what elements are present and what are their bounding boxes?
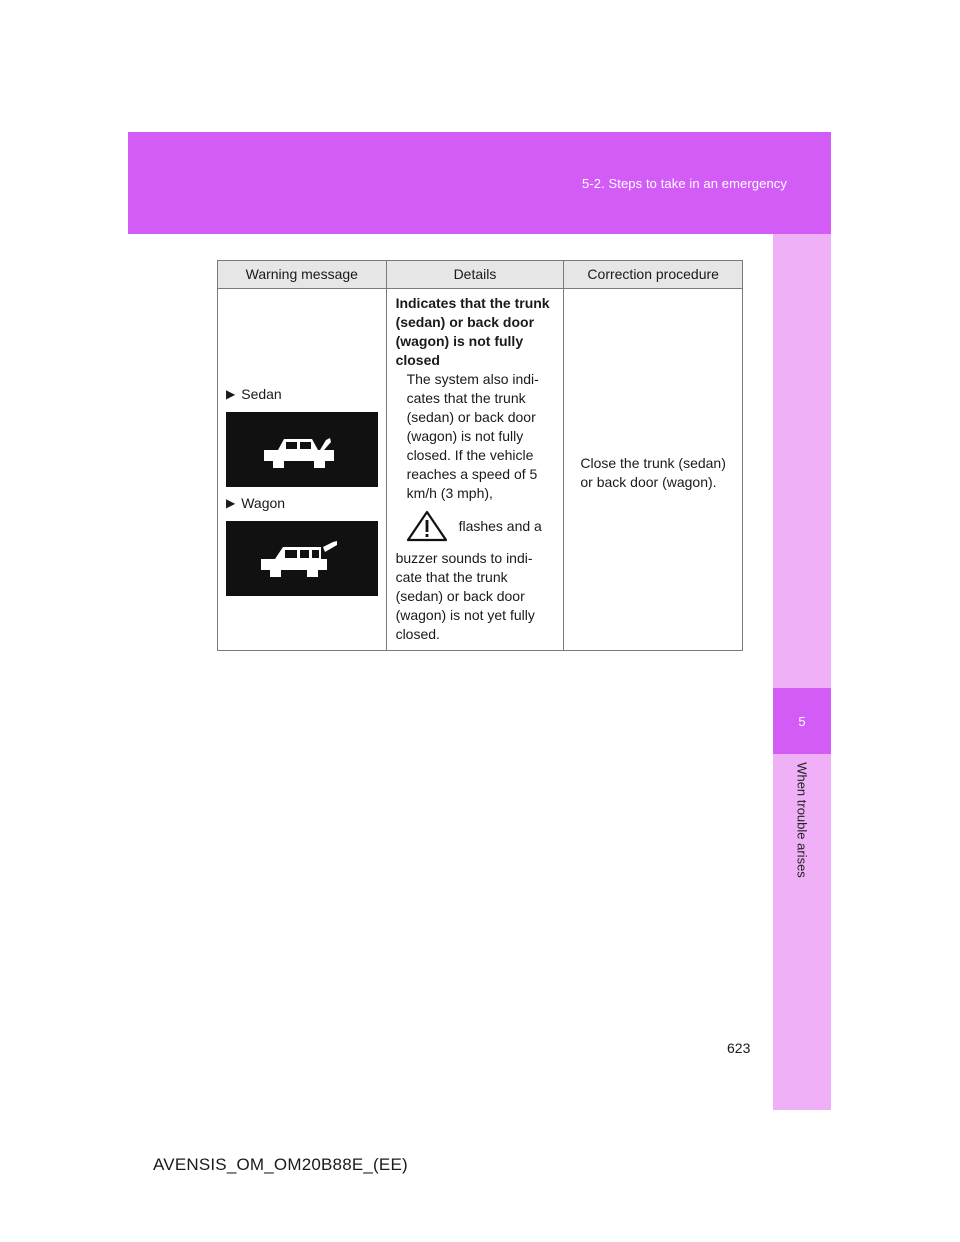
variant-sedan bbox=[226, 385, 282, 404]
variant-label-wagon: Wagon bbox=[241, 495, 286, 511]
side-tab bbox=[773, 234, 831, 1110]
chapter-number: 5 bbox=[773, 688, 831, 754]
details-lead: Indicates that the trunk (sedan) or back door (wagon) is not fully closed bbox=[395, 295, 550, 368]
details-text-3: buzzer sounds to indi-cate that the trunk (sedan) or back door (wagon) is not yet fully closed. bbox=[395, 550, 535, 642]
page-number: 623 bbox=[727, 1040, 751, 1056]
correction-text: Close the trunk (sedan) or back door (wagon). bbox=[580, 454, 726, 490]
details-text-2: flashes and a bbox=[458, 517, 542, 534]
variant-label-sedan: Sedan bbox=[241, 386, 282, 402]
document-code: AVENSIS_OM_OM20B88E_(EE) bbox=[153, 1155, 408, 1174]
warning-triangle-icon bbox=[405, 509, 449, 543]
table-row bbox=[218, 289, 743, 651]
header-details: Details bbox=[386, 261, 564, 289]
variant-wagon bbox=[226, 494, 285, 513]
warning-table bbox=[217, 260, 743, 651]
correction-cell bbox=[564, 289, 743, 651]
details-cell bbox=[386, 289, 564, 651]
section-title: 5-2. Steps to take in an emergency bbox=[581, 176, 787, 191]
pointer-arrow-icon: ▶ bbox=[226, 387, 236, 401]
header-band bbox=[128, 132, 831, 234]
details-text-1: The system also indi-cates that the trunk (sedan) or back door (wagon) is not fully closed. If the vehicle reaches a speed of 5 km/h (3 mph), bbox=[406, 371, 539, 501]
sedan-display bbox=[226, 412, 378, 487]
table-header-row bbox=[218, 261, 743, 289]
sedan-trunk-open-icon bbox=[260, 430, 344, 470]
wagon-back-door-open-icon bbox=[257, 538, 347, 580]
wagon-display bbox=[226, 521, 378, 596]
warning-message-cell bbox=[218, 289, 387, 651]
details-warning-line bbox=[396, 509, 556, 543]
header-correction-procedure: Correction procedure bbox=[564, 261, 743, 289]
header-warning-message: Warning message bbox=[218, 261, 387, 289]
pointer-arrow-icon: ▶ bbox=[226, 496, 236, 510]
chapter-label: When trouble arises bbox=[794, 762, 810, 878]
